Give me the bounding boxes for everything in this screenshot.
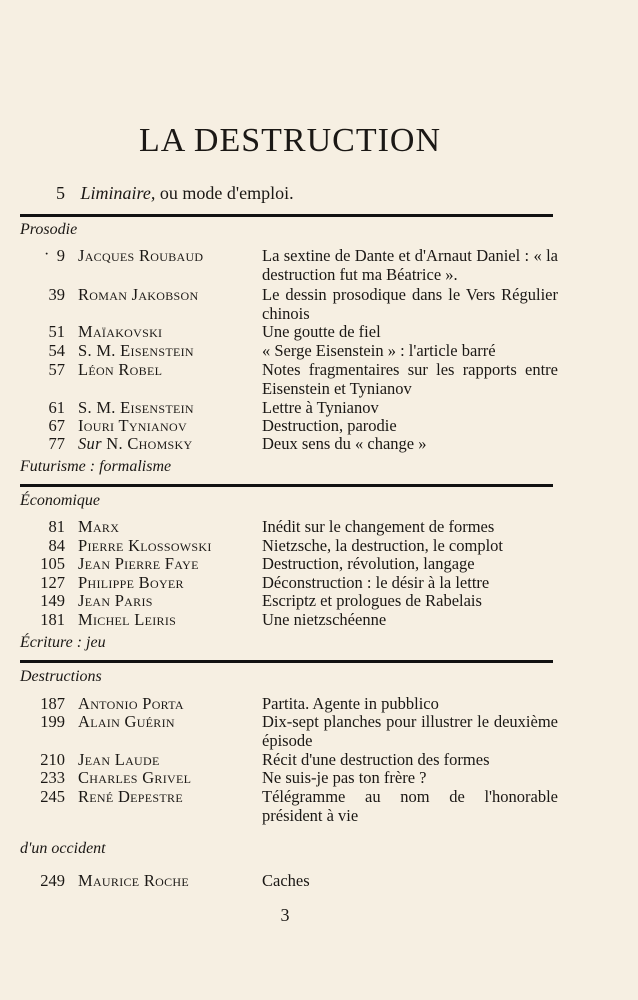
entry-author: Alain Guérin: [78, 712, 175, 731]
section-label: Destructions: [20, 668, 102, 685]
entry-author: Maïakovski: [78, 322, 163, 341]
entry-page-number: 9: [56, 246, 65, 265]
intro-title-italic: Liminaire,: [80, 183, 156, 203]
entry-title: Récit d'une destruction des formes: [262, 750, 490, 769]
entry-page-number: 61: [48, 398, 65, 417]
entry-title: Ne suis-je pas ton frère ?: [262, 768, 427, 787]
entry-author: Léon Robel: [78, 360, 163, 379]
entry-page-number: 77: [48, 434, 65, 453]
entry-author: René Depestre: [78, 787, 183, 806]
intro-title: ou mode d'emploi.: [159, 183, 294, 203]
entry-page-number: 127: [40, 573, 65, 592]
entry-author: Jean Pierre Faye: [78, 554, 199, 573]
entry-page-number: 39: [48, 285, 65, 304]
entry-title: Deux sens du « change »: [262, 434, 427, 453]
entry-page-number: 187: [40, 694, 65, 713]
page-title: LA DESTRUCTION: [138, 122, 442, 159]
entry-author: Iouri Tynianov: [78, 416, 187, 435]
entry-page-number: 54: [48, 341, 65, 360]
entry-title: Nietzsche, la destruction, le complot: [262, 536, 504, 555]
entry-page-number: 84: [48, 536, 65, 555]
entry-author: Antonio Porta: [78, 694, 184, 713]
entry-title: Destruction, révolution, langage: [262, 554, 475, 573]
entry-page-number: 249: [40, 871, 65, 890]
entry-author: S. M. Eisenstein: [78, 341, 194, 360]
entry-title: Escriptz et prologues de Rabelais: [262, 591, 482, 610]
entry-title: Caches: [262, 871, 310, 890]
entry-author: S. M. Eisenstein: [78, 398, 194, 417]
entry-title: Déconstruction : le désir à la lettre: [262, 573, 490, 592]
entry-author: Michel Leiris: [78, 610, 177, 629]
entry-page-number: 233: [40, 768, 65, 787]
entry-author: Marx: [78, 517, 120, 536]
entry-title: La sextine de Dante et d'Arnaut Daniel : « la destruction fut ma Béatrice ».: [262, 246, 558, 284]
page-number: 3: [280, 905, 290, 925]
entry-author: Maurice Roche: [78, 871, 190, 890]
margin-mark: ·: [44, 246, 50, 263]
entry-author: Jean Paris: [78, 591, 153, 610]
entry-page-number: 149: [40, 591, 65, 610]
entry-author: Philippe Boyer: [78, 573, 184, 592]
entry-author-prefix: Sur: [78, 434, 102, 453]
entry-title: Inédit sur le changement de formes: [262, 517, 495, 536]
entry-page-number: 245: [40, 787, 65, 806]
section-closing-label: Futurisme : formalisme: [20, 458, 172, 475]
entry-page-number: 210: [40, 750, 65, 769]
entry-author: Roman Jakobson: [78, 285, 199, 304]
intro-page-number: 5: [56, 183, 65, 203]
entry-page-number: 81: [48, 517, 65, 536]
section-label: Économique: [20, 492, 100, 509]
entry-author: [78, 434, 192, 453]
entry-title: Lettre à Tynianov: [262, 398, 379, 417]
section-rule: [20, 660, 553, 663]
entry-author: Jacques Roubaud: [78, 246, 204, 265]
entry-page-number: 181: [40, 610, 65, 629]
entry-page-number: 57: [48, 360, 65, 379]
entry-title: « Serge Eisenstein » : l'article barré: [262, 341, 496, 360]
entry-title: Notes fragmentaires sur les rapports entre Eisenstein et Tynianov: [262, 360, 558, 398]
section-rule: [20, 214, 553, 217]
entry-page-number: 67: [48, 416, 65, 435]
section-closing-label: d'un occident: [20, 840, 106, 857]
entry-title: Le dessin prosodique dans le Vers Régulier chinois: [262, 285, 558, 323]
entry-title: Télégramme au nom de l'honorable président à vie: [262, 787, 558, 825]
entry-author-name: N. Chomsky: [106, 434, 193, 453]
entry-title: Partita. Agente in pubblico: [262, 694, 439, 713]
section-closing-label: Écriture : jeu: [20, 634, 106, 651]
entry-author: Pierre Klossowski: [78, 536, 212, 555]
entry-page-number: 105: [40, 554, 65, 573]
entry-title: Une goutte de fiel: [262, 322, 381, 341]
intro-entry: [56, 183, 294, 204]
section-rule: [20, 484, 553, 487]
entry-page-number: 51: [48, 322, 65, 341]
entry-author: Charles Grivel: [78, 768, 192, 787]
section-label: Prosodie: [20, 221, 78, 238]
entry-title: Dix-sept planches pour illustrer le deuxième épisode: [262, 712, 558, 750]
entry-page-number: 199: [40, 712, 65, 731]
entry-title: Destruction, parodie: [262, 416, 397, 435]
entry-author: Jean Laude: [78, 750, 160, 769]
entry-title: Une nietzschéenne: [262, 610, 387, 629]
